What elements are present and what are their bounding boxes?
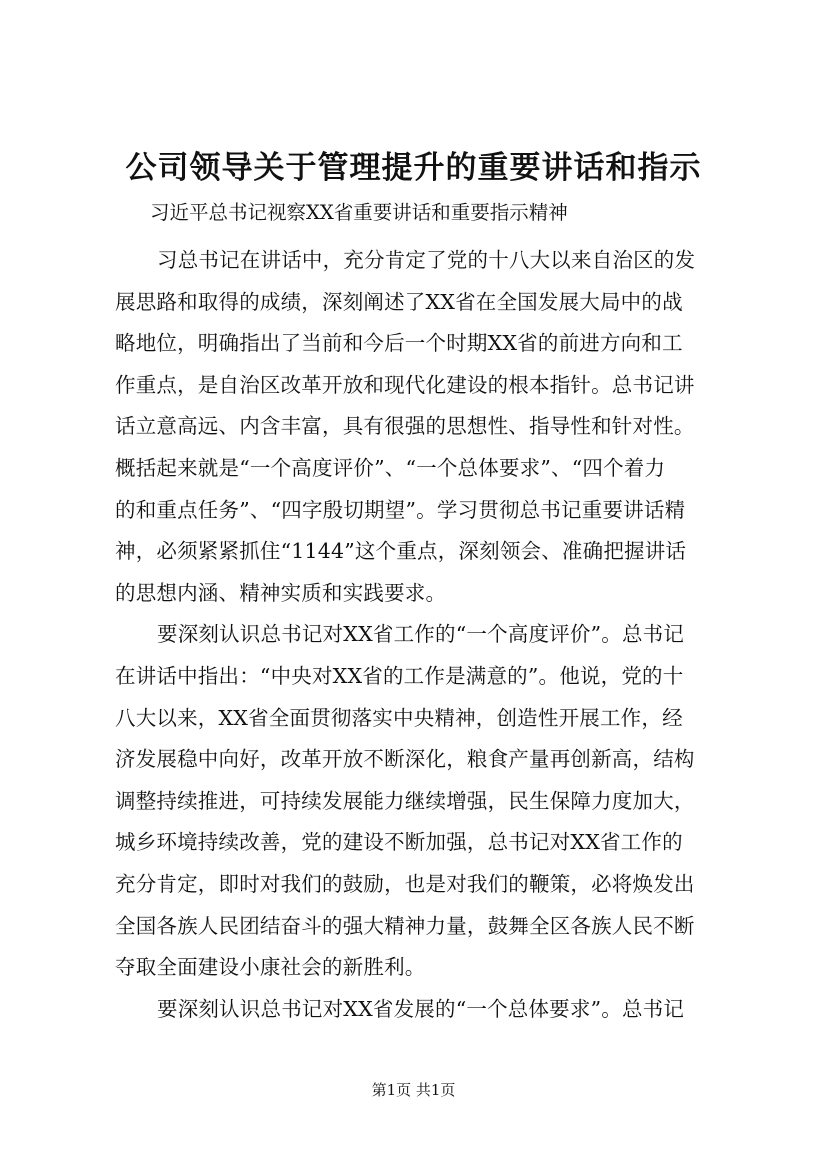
paragraph-line: 神，必须紧紧抓住“1144”这个重点，深刻领会、准确把握讲话 — [115, 539, 687, 564]
paragraph-line: 概括起来就是“一个高度评价”、“一个总体要求”、“四个着力 — [115, 455, 666, 480]
paragraph-line: 在讲话中指出：“中央对XX省的工作是满意的”。他说，党的十 — [115, 663, 684, 688]
paragraph-line: 作重点，是自治区改革开放和现代化建设的根本指针。总书记讲 — [115, 372, 695, 397]
paragraph-line: 话立意高远、内含丰富，具有很强的思想性、指导性和针对性。 — [115, 414, 695, 439]
paragraph-line: 的思想内涵、精神实质和实践要求。 — [115, 580, 447, 605]
page-footer: 第1页 共1页 — [371, 1081, 456, 1099]
paragraph-line: 调整持续推进，可持续发展能力继续增强，民生保障力度加大， — [115, 788, 695, 813]
paragraph-line: 要深刻认识总书记对XX省发展的“一个总体要求”。总书记 — [157, 996, 685, 1021]
document-subtitle: 习近平总书记视察XX省重要讲话和重要指示精神 — [150, 201, 568, 224]
paragraph-line: 充分肯定，即时对我们的鼓励，也是对我们的鞭策，必将焕发出 — [115, 871, 695, 896]
document-body — [115, 240, 735, 1030]
paragraph-line: 的和重点任务”、“四字殷切期望”。学习贯彻总书记重要讲话精 — [115, 497, 686, 522]
paragraph-line: 城乡环境持续改善，党的建设不断加强，总书记对XX省工作的 — [115, 830, 683, 855]
paragraph-line: 要深刻认识总书记对XX省工作的“一个高度评价”。总书记 — [157, 622, 685, 647]
document-title: 公司领导关于管理提升的重要讲话和指示 — [125, 150, 702, 186]
paragraph-line: 八大以来，XX省全面贯彻落实中央精神，创造性开展工作，经 — [115, 705, 683, 730]
paragraph-line: 夺取全面建设小康社会的新胜利。 — [115, 955, 426, 980]
paragraph-line: 展思路和取得的成绩，深刻阐述了XX省在全国发展大局中的战 — [115, 289, 683, 314]
paragraph-line: 全国各族人民团结奋斗的强大精神力量，鼓舞全区各族人民不断 — [115, 913, 695, 938]
paragraph-line: 略地位，明确指出了当前和今后一个时期XX省的前进方向和工 — [115, 331, 683, 356]
paragraph-line: 习总书记在讲话中，充分肯定了党的十八大以来自治区的发 — [157, 248, 696, 272]
paragraph-line: 济发展稳中向好，改革开放不断深化，粮食产量再创新高，结构 — [115, 747, 695, 772]
